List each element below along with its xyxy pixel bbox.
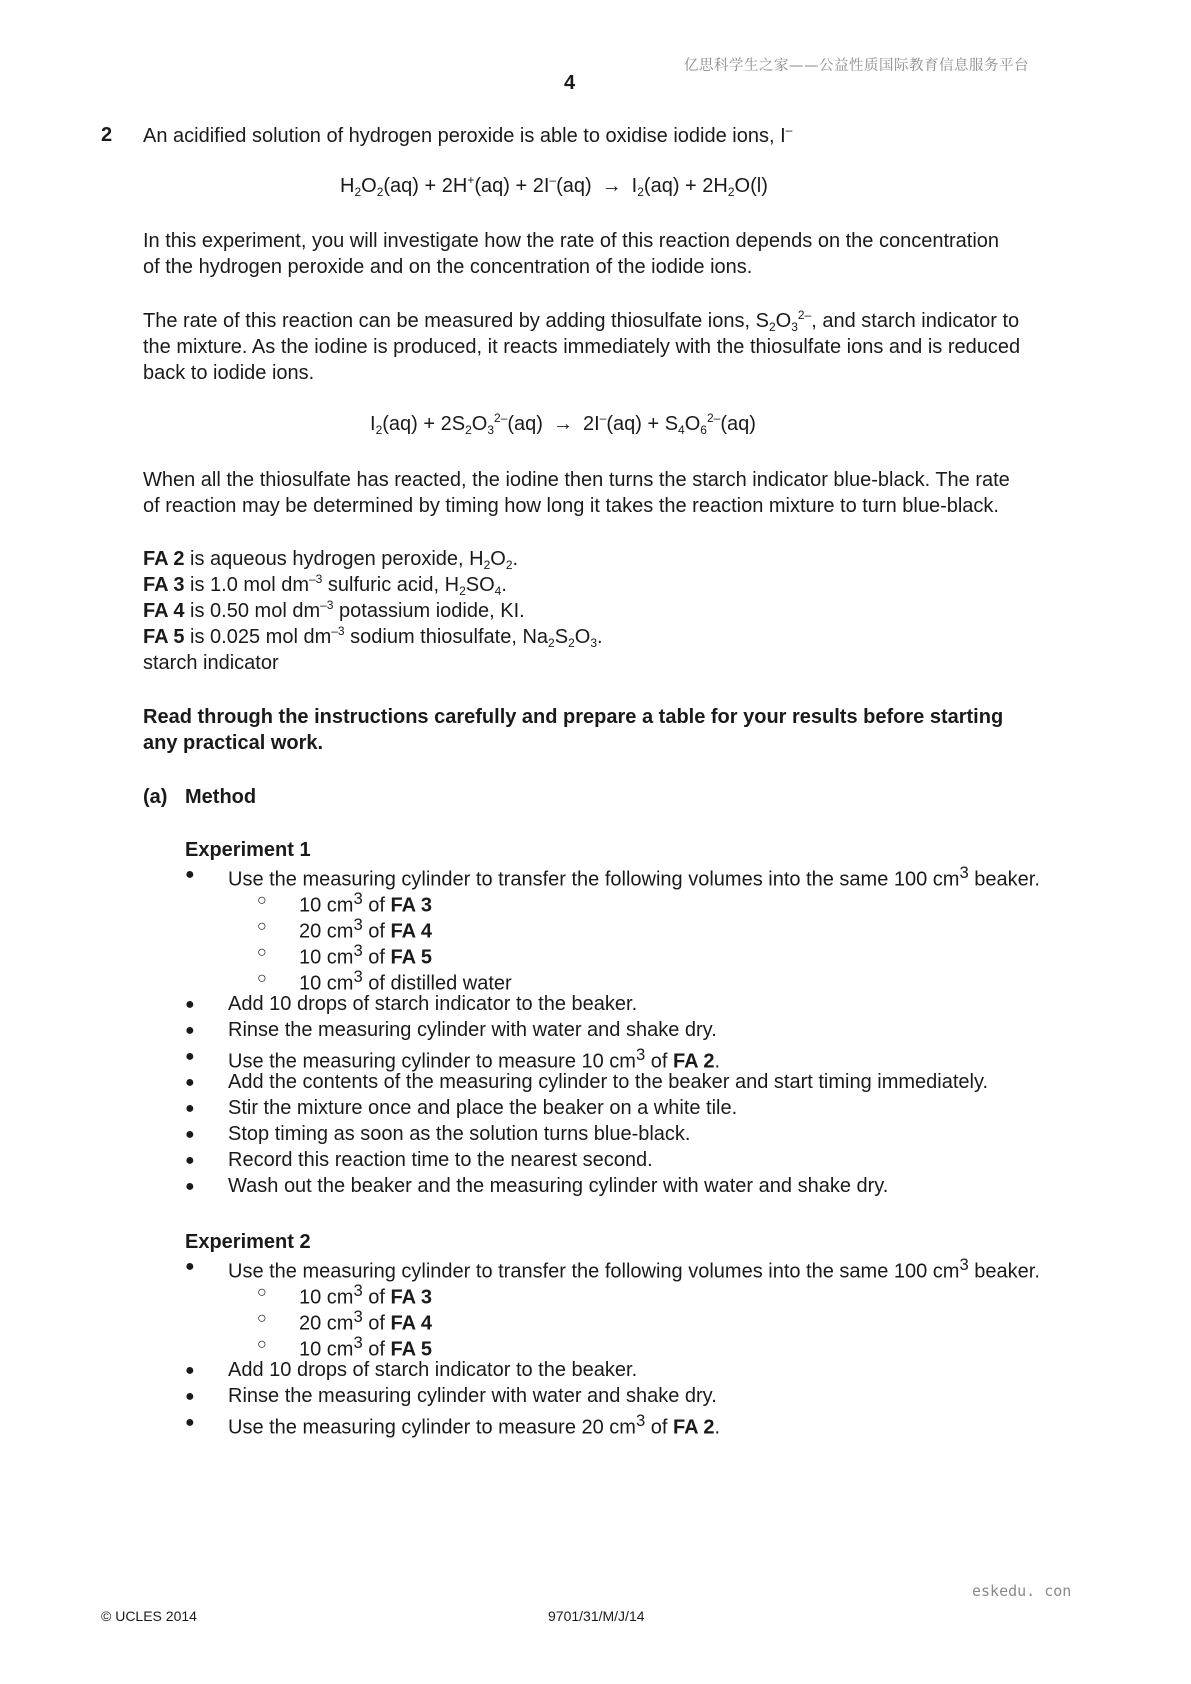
bullet-icon: ● xyxy=(185,866,195,883)
footer-watermark: eskedu. con xyxy=(972,1582,1072,1600)
part-a-title: Method xyxy=(185,786,257,808)
reagent-fa5: FA 5 is 0.025 mol $dm^{-3}$ sodium thiosulfate, $Na_2S_2O_3$. xyxy=(143,624,603,650)
reaction-arrow-icon: → xyxy=(552,413,573,435)
circle-bullet-icon: ○ xyxy=(257,1310,267,1327)
question-intro: An acidified solution of hydrogen peroxide is able to oxidise iodide ions, I– xyxy=(143,123,793,147)
exp1-step-6: Stir the mixture once and place the beaker on a white tile. xyxy=(228,1097,738,1119)
equation-2: $I_2(aq) + 2S_2O_3^{2-}(aq) \to 2I^-(aq) + S_4O_6^{2-}(aq)$ xyxy=(370,411,756,437)
circle-bullet-icon: ○ xyxy=(257,892,267,909)
paragraph-2-line-1: The rate of this reaction can be measured by adding thiosulfate ions, $S_2O_3^{2-}$, and starch indicator to xyxy=(143,308,1020,334)
reagent-fa2: FA 2 is aqueous hydrogen peroxide, $H_2O_2$. xyxy=(143,548,519,572)
exp1-volume-2: 20 $cm^3$ of FA 4 xyxy=(299,915,433,943)
equation-1: $H_2O_2(aq) + 2H^+(aq) + 2I^-(aq) \to I_2(aq) + 2H_2O(l)$ xyxy=(340,173,768,199)
exp2-volume-2: 20 $cm^3$ of FA 4 xyxy=(299,1307,433,1335)
instruction-line-2: any practical work. xyxy=(143,732,324,754)
page-number: 4 xyxy=(564,72,576,94)
exp1-step-2: Add 10 drops of starch indicator to the beaker. xyxy=(228,993,638,1015)
circle-bullet-icon: ○ xyxy=(257,918,267,935)
circle-bullet-icon: ○ xyxy=(257,1284,267,1301)
exp1-volume-3: 10 $cm^3$ of FA 5 xyxy=(299,941,433,969)
exp2-step-2: Add 10 drops of starch indicator to the beaker. xyxy=(228,1359,638,1381)
bullet-icon: ● xyxy=(185,1258,195,1275)
exp1-step-5: Add the contents of the measuring cylinder to the beaker and start timing immediately. xyxy=(228,1071,989,1093)
paragraph-1-line-2: of the hydrogen peroxide and on the concentration of the iodide ions. xyxy=(143,256,753,278)
bullet-icon: ● xyxy=(185,996,195,1013)
bullet-icon: ● xyxy=(185,1074,195,1091)
experiment-1-title: Experiment 1 xyxy=(185,839,311,861)
bullet-icon: ● xyxy=(185,1126,195,1143)
exp1-step-7: Stop timing as soon as the solution turns blue-black. xyxy=(228,1123,691,1145)
bullet-icon: ● xyxy=(185,1362,195,1379)
reagent-fa4: FA 4 is 0.50 mol $dm^{-3}$ potassium iodide, KI. xyxy=(143,598,525,622)
exp2-step-1: Use the measuring cylinder to transfer the following volumes into the same 100 $cm^3$ beaker. xyxy=(228,1255,1040,1283)
paragraph-2-line-3: back to iodide ions. xyxy=(143,362,315,384)
paragraph-3-line-2: of reaction may be determined by timing how long it takes the reaction mixture to turn blue-black. xyxy=(143,495,999,517)
exp1-volume-4: 10 $cm^3$ of distilled water xyxy=(299,967,512,995)
circle-bullet-icon: ○ xyxy=(257,970,267,987)
exp2-volume-1: 10 $cm^3$ of FA 3 xyxy=(299,1281,433,1309)
header-watermark: 亿思科学生之家——公益性质国际教育信息服务平台 xyxy=(684,58,1029,74)
bullet-icon: ● xyxy=(185,1022,195,1039)
bullet-icon: ● xyxy=(185,1414,195,1431)
paragraph-1-line-1: In this experiment, you will investigate how the rate of this reaction depends on the concentration xyxy=(143,230,1000,252)
exp1-step-4: Use the measuring cylinder to measure 10 $cm^3$ of FA 2. xyxy=(228,1045,721,1073)
exp2-step-3: Rinse the measuring cylinder with water and shake dry. xyxy=(228,1385,717,1407)
bullet-icon: ● xyxy=(185,1178,195,1195)
exp2-volume-3: 10 $cm^3$ of FA 5 xyxy=(299,1333,433,1361)
reagent-fa3: FA 3 is 1.0 mol $dm^{-3}$ sulfuric acid, $H_2SO_4$. xyxy=(143,572,507,598)
exp1-step-9: Wash out the beaker and the measuring cylinder with water and shake dry. xyxy=(228,1175,889,1197)
circle-bullet-icon: ○ xyxy=(257,1336,267,1353)
part-a-label: (a) xyxy=(143,786,168,808)
paragraph-2-line-2: the mixture. As the iodine is produced, it reacts immediately with the thiosulfate ions and is reduced xyxy=(143,336,1021,358)
bullet-icon: ● xyxy=(185,1048,195,1065)
exp1-step-1: Use the measuring cylinder to transfer the following volumes into the same 100 $cm^3$ beaker. xyxy=(228,863,1040,891)
reagent-starch: starch indicator xyxy=(143,652,279,674)
footer-paper-code: 9701/31/M/J/14 xyxy=(548,1608,645,1624)
exp1-step-3: Rinse the measuring cylinder with water and shake dry. xyxy=(228,1019,717,1041)
reaction-arrow-icon: → xyxy=(601,175,622,197)
bullet-icon: ● xyxy=(185,1152,195,1169)
experiment-2-title: Experiment 2 xyxy=(185,1231,311,1253)
exp2-step-4: Use the measuring cylinder to measure 20 $cm^3$ of FA 2. xyxy=(228,1411,721,1439)
exp1-volume-1: 10 $cm^3$ of FA 3 xyxy=(299,889,433,917)
bullet-icon: ● xyxy=(185,1100,195,1117)
instruction-line-1: Read through the instructions carefully and prepare a table for your results before starting xyxy=(143,706,1004,728)
footer-copyright: © UCLES 2014 xyxy=(101,1608,197,1624)
circle-bullet-icon: ○ xyxy=(257,944,267,961)
paragraph-3-line-1: When all the thiosulfate has reacted, the iodine then turns the starch indicator blue-black. The rate xyxy=(143,469,1010,491)
bullet-icon: ● xyxy=(185,1388,195,1405)
exp1-step-8: Record this reaction time to the nearest second. xyxy=(228,1149,653,1171)
question-number: 2 xyxy=(101,124,113,146)
